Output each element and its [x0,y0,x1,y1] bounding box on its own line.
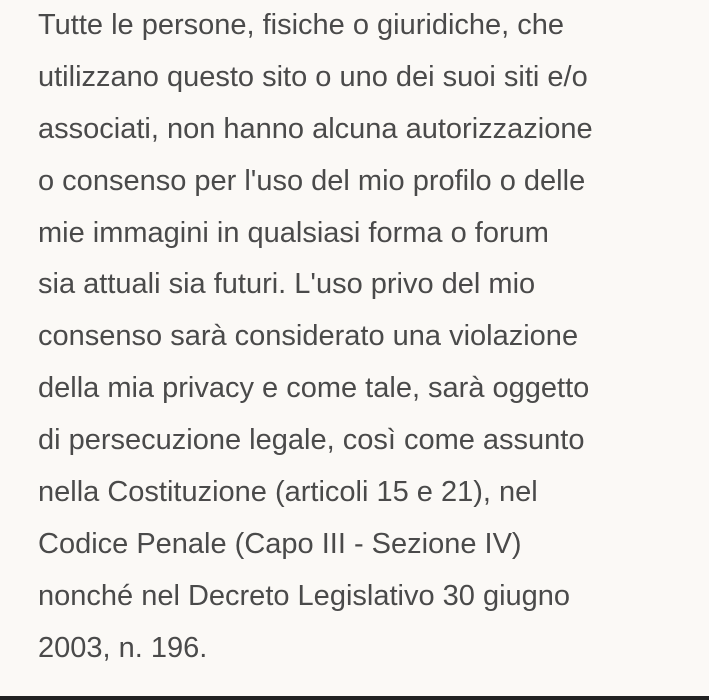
text-line: di persecuzione legale, così come assunto [38,424,585,457]
text-line: nella Costituzione (articoli 15 e 21), nel [38,476,538,509]
text-line: consenso sarà considerato una violazione [38,320,579,353]
text-line: associati, non hanno alcuna autorizzazione [38,112,593,145]
text-line: Codice Penale (Capo III - Sezione IV) [38,527,522,560]
text-line: utilizzano questo sito o uno dei suoi siti e/o [38,60,588,93]
text-line: 2003, n. 196. [38,631,208,664]
text-line: Tutte le persone, fisiche o giuridiche, che [38,9,565,41]
text-line: della mia privacy e come tale, sarà oggetto [38,372,590,405]
bottom-border [0,696,709,700]
text-line: nonché nel Decreto Legislativo 30 giugno [38,579,571,612]
text-line: sia attuali sia futuri. L'uso privo del mio [38,268,536,301]
disclaimer-paragraph [38,0,703,675]
text-line: mie immagini in qualsiasi forma o forum [38,216,549,249]
text-line: o consenso per l'uso del mio profilo o delle [38,164,586,197]
